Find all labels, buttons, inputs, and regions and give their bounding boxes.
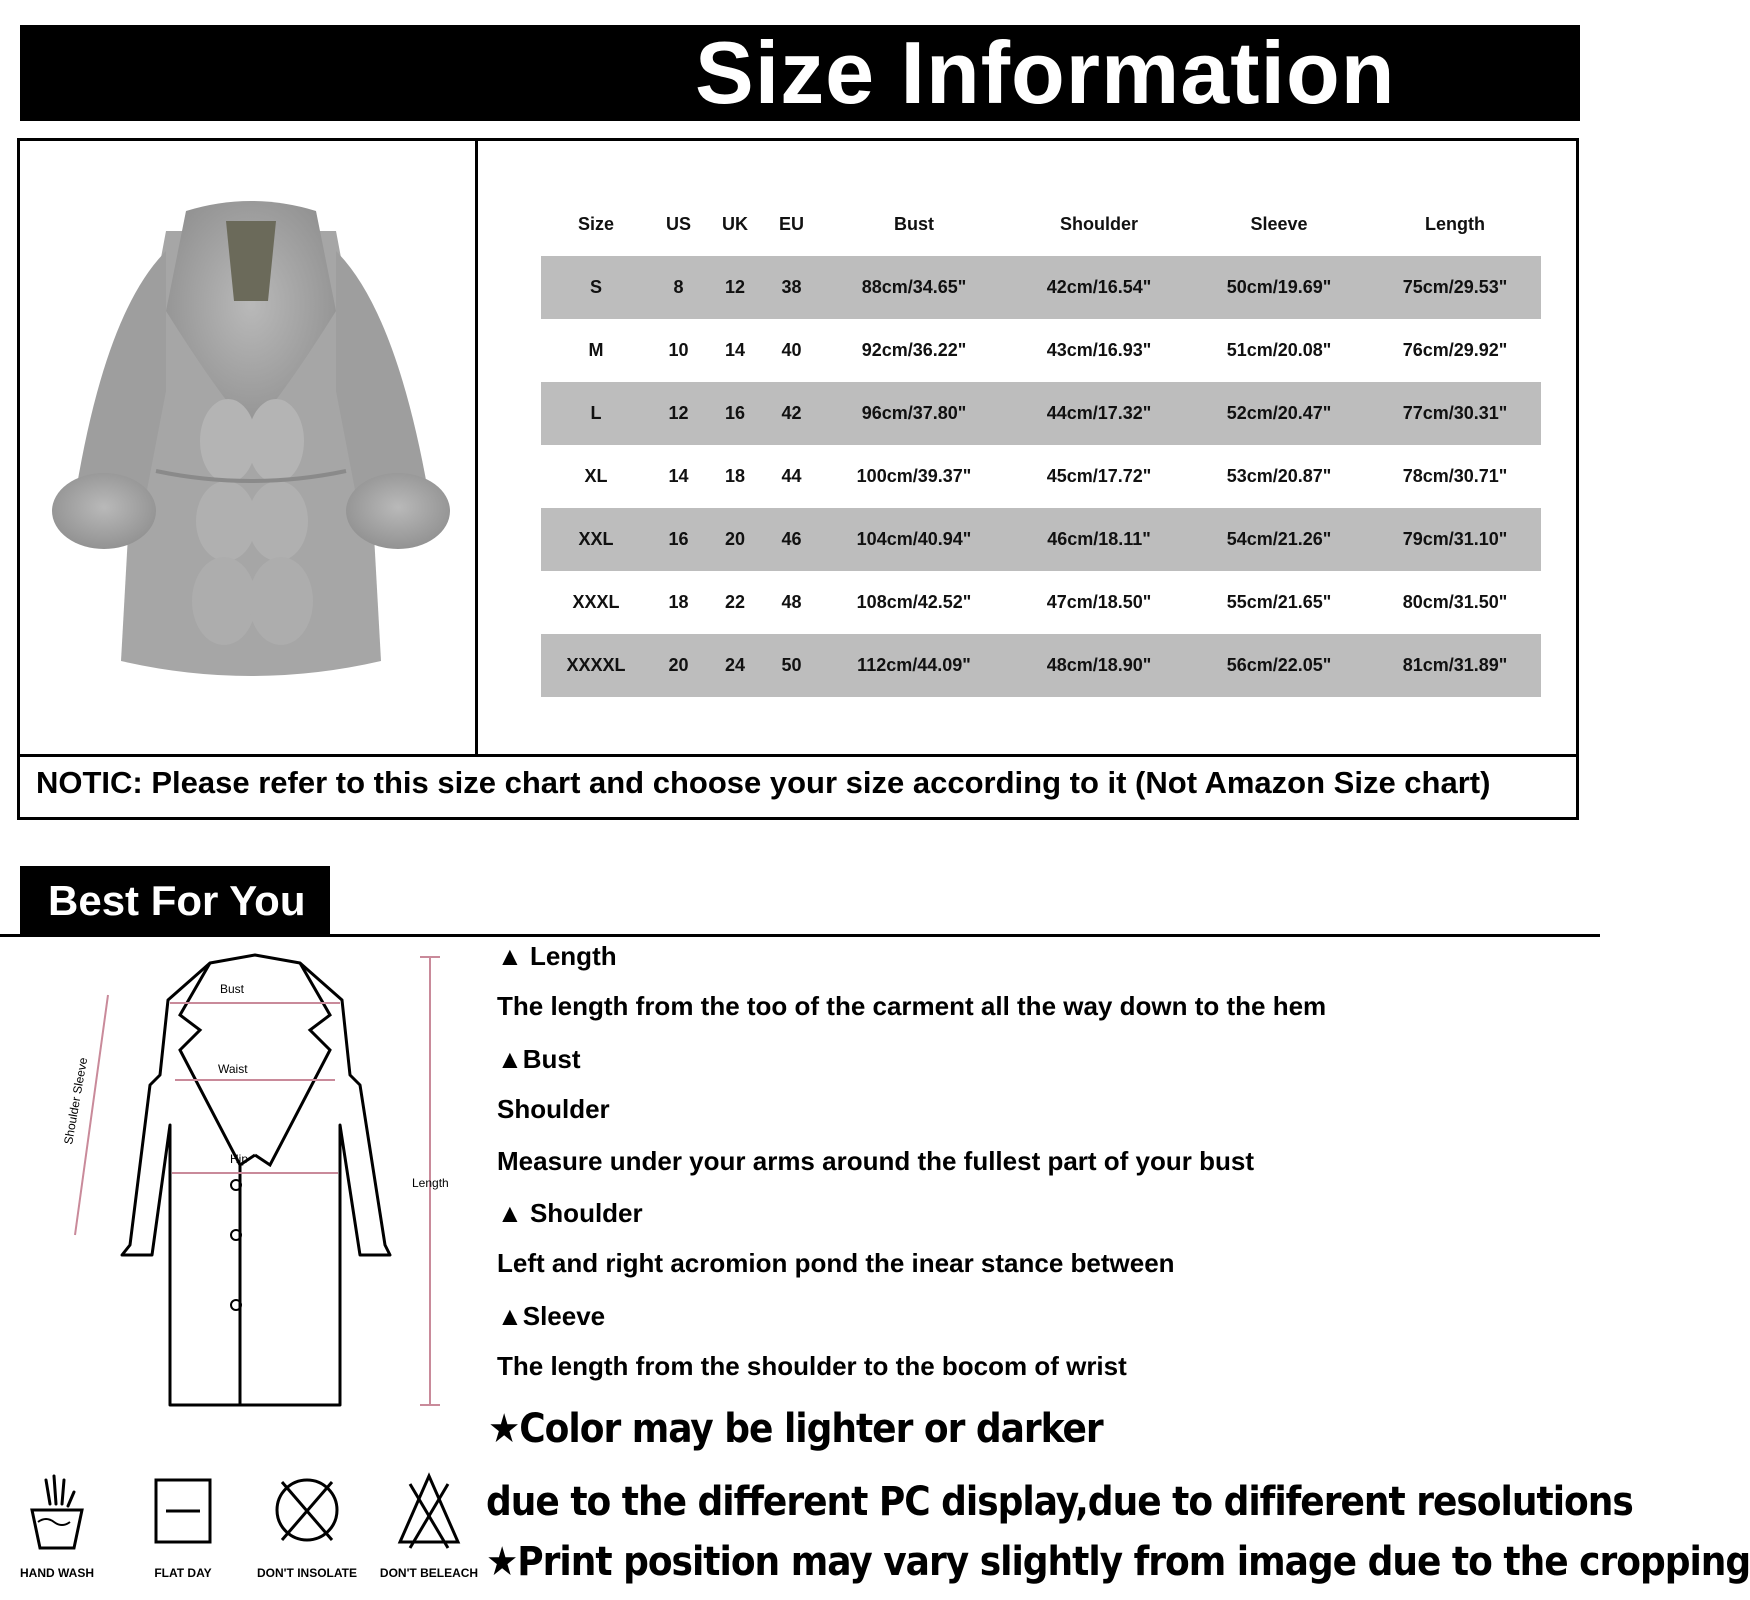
table-cell: 92cm/36.22" xyxy=(861,340,967,360)
care-label: HAND WASH xyxy=(20,1566,94,1580)
divider-horizontal xyxy=(20,754,1576,757)
table-cell: 45cm/17.72" xyxy=(1046,466,1152,486)
table-cell: 38 xyxy=(781,277,802,297)
divider-vertical xyxy=(475,141,478,754)
size-table xyxy=(541,193,1541,697)
table-cell: 18 xyxy=(668,592,689,612)
table-cell: 46cm/18.11" xyxy=(1047,529,1151,549)
color-note: ★Color may be lighter or darker xyxy=(488,1406,1103,1452)
table-cell: 44 xyxy=(781,466,802,486)
column-header: Size xyxy=(577,214,615,234)
hand-wash-icon xyxy=(24,1470,90,1560)
table-cell: XXXL xyxy=(572,592,620,612)
table-row xyxy=(541,445,1541,508)
column-header: EU xyxy=(778,214,804,234)
table-cell: 16 xyxy=(724,403,746,423)
shoulder-text: Left and right acromion pond the inear stance between xyxy=(497,1248,1175,1278)
table-cell: 50 xyxy=(781,655,802,675)
flat-dry-icon xyxy=(150,1470,216,1560)
table-cell: 51cm/20.08" xyxy=(1226,340,1332,360)
print-position-note: ★Print position may vary slightly from image due to the cropping xyxy=(486,1539,1750,1585)
table-cell: 40 xyxy=(781,340,802,360)
table-cell: 14 xyxy=(724,340,746,360)
shoulder-heading: ▲ Shoulder xyxy=(497,1198,643,1228)
page-title: Size Information xyxy=(695,23,1396,122)
section-rule xyxy=(0,934,1600,937)
diagram-label-hip: Hip xyxy=(230,1152,249,1166)
table-cell: 46 xyxy=(781,529,802,549)
coat-measurement-diagram xyxy=(40,955,480,1445)
table-cell: 75cm/29.53" xyxy=(1402,277,1508,297)
table-cell: L xyxy=(590,403,602,423)
bust-text: Measure under your arms around the fullest part of your bust xyxy=(497,1146,1255,1176)
table-cell: 100cm/39.37" xyxy=(856,466,972,486)
table-cell: 81cm/31.89" xyxy=(1402,655,1508,675)
diagram-label-shoulder-sleeve: Shoulder Sleeve xyxy=(61,1056,91,1146)
table-cell: 53cm/20.87" xyxy=(1226,466,1332,486)
table-cell: 50cm/19.69" xyxy=(1226,277,1332,297)
table-cell: 52cm/20.47" xyxy=(1226,403,1332,423)
table-cell: 14 xyxy=(668,466,689,486)
care-dont-insolate xyxy=(252,1470,362,1590)
table-cell: 76cm/29.92" xyxy=(1402,340,1508,360)
care-dont-bleach xyxy=(374,1470,484,1590)
table-cell: 48cm/18.90" xyxy=(1046,655,1152,675)
table-row xyxy=(541,571,1541,634)
table-cell: 12 xyxy=(724,277,746,297)
care-flat-dry xyxy=(128,1470,238,1590)
column-header: UK xyxy=(722,214,748,234)
table-cell: 10 xyxy=(668,340,689,360)
column-header: Bust xyxy=(894,214,934,234)
size-chart-box xyxy=(17,138,1579,820)
table-cell: 55cm/21.65" xyxy=(1226,592,1332,612)
table-cell: S xyxy=(589,277,602,297)
column-header: US xyxy=(665,214,691,234)
table-cell: 43cm/16.93" xyxy=(1046,340,1152,360)
table-cell: 8 xyxy=(673,277,684,297)
care-label: FLAT DAY xyxy=(154,1566,212,1580)
table-cell: 20 xyxy=(724,529,746,549)
table-cell: 20 xyxy=(668,655,689,675)
size-chart-notice: NOTIC: Please refer to this size chart and choose your size according to it (Not Amazon Size chart) xyxy=(36,765,1491,800)
table-row xyxy=(541,319,1541,382)
table-cell: 104cm/40.94" xyxy=(856,529,972,549)
table-cell: 112cm/44.09" xyxy=(857,655,971,675)
care-label: DON'T BELEACH xyxy=(379,1566,479,1580)
diagram-label-bust: Bust xyxy=(220,982,245,996)
table-header-row xyxy=(541,193,1541,256)
care-label: DON'T INSOLATE xyxy=(257,1566,357,1580)
table-cell: 42 xyxy=(781,403,802,423)
column-header: Shoulder xyxy=(1059,214,1138,234)
table-cell: 44cm/17.32" xyxy=(1046,403,1152,423)
diagram-label-waist: Waist xyxy=(218,1062,248,1076)
table-cell: XL xyxy=(584,466,608,486)
bust-heading: ▲Bust xyxy=(497,1044,581,1074)
table-cell: 88cm/34.65" xyxy=(861,277,967,297)
table-row xyxy=(541,508,1541,571)
table-cell: 22 xyxy=(724,592,746,612)
table-row xyxy=(541,382,1541,445)
table-cell: 18 xyxy=(724,466,746,486)
diagram-label-length: Length xyxy=(412,1176,449,1190)
display-note: due to the different PC display,due to dififerent resolutions xyxy=(486,1479,1633,1525)
care-hand-wash xyxy=(2,1470,112,1590)
fur-coat-image xyxy=(36,191,466,711)
table-cell: 79cm/31.10" xyxy=(1402,529,1508,549)
dont-bleach-icon xyxy=(396,1470,462,1560)
table-cell: 96cm/37.80" xyxy=(861,403,967,423)
table-cell: 47cm/18.50" xyxy=(1046,592,1152,612)
length-heading: ▲ Length xyxy=(497,941,617,971)
length-text: The length from the too of the carment all the way down to the hem xyxy=(497,991,1327,1021)
column-header: Length xyxy=(1425,214,1485,234)
table-cell: M xyxy=(588,340,604,360)
bust-subheading: Shoulder xyxy=(497,1094,610,1124)
table-cell: 78cm/30.71" xyxy=(1402,466,1508,486)
table-cell: 80cm/31.50" xyxy=(1402,592,1508,612)
table-cell: XXXXL xyxy=(566,655,626,675)
best-for-you-tab xyxy=(20,866,330,936)
table-cell: 48 xyxy=(781,592,802,612)
table-cell: 56cm/22.05" xyxy=(1226,655,1332,675)
table-cell: 54cm/21.26" xyxy=(1226,529,1332,549)
table-cell: 108cm/42.52" xyxy=(856,592,972,612)
table-cell: XXL xyxy=(578,529,614,549)
sleeve-heading: ▲Sleeve xyxy=(497,1301,606,1331)
table-cell: 77cm/30.31" xyxy=(1402,403,1508,423)
table-cell: 24 xyxy=(724,655,746,675)
table-cell: 42cm/16.54" xyxy=(1046,277,1152,297)
size-information-header xyxy=(20,25,1580,121)
dont-insolate-icon xyxy=(274,1470,340,1560)
best-for-you-title: Best For You xyxy=(48,877,306,924)
table-row xyxy=(541,256,1541,319)
table-row xyxy=(541,634,1541,697)
sleeve-text: The length from the shoulder to the bocom of wrist xyxy=(497,1351,1127,1381)
table-cell: 12 xyxy=(668,403,689,423)
table-cell: 16 xyxy=(668,529,689,549)
column-header: Sleeve xyxy=(1250,214,1308,234)
